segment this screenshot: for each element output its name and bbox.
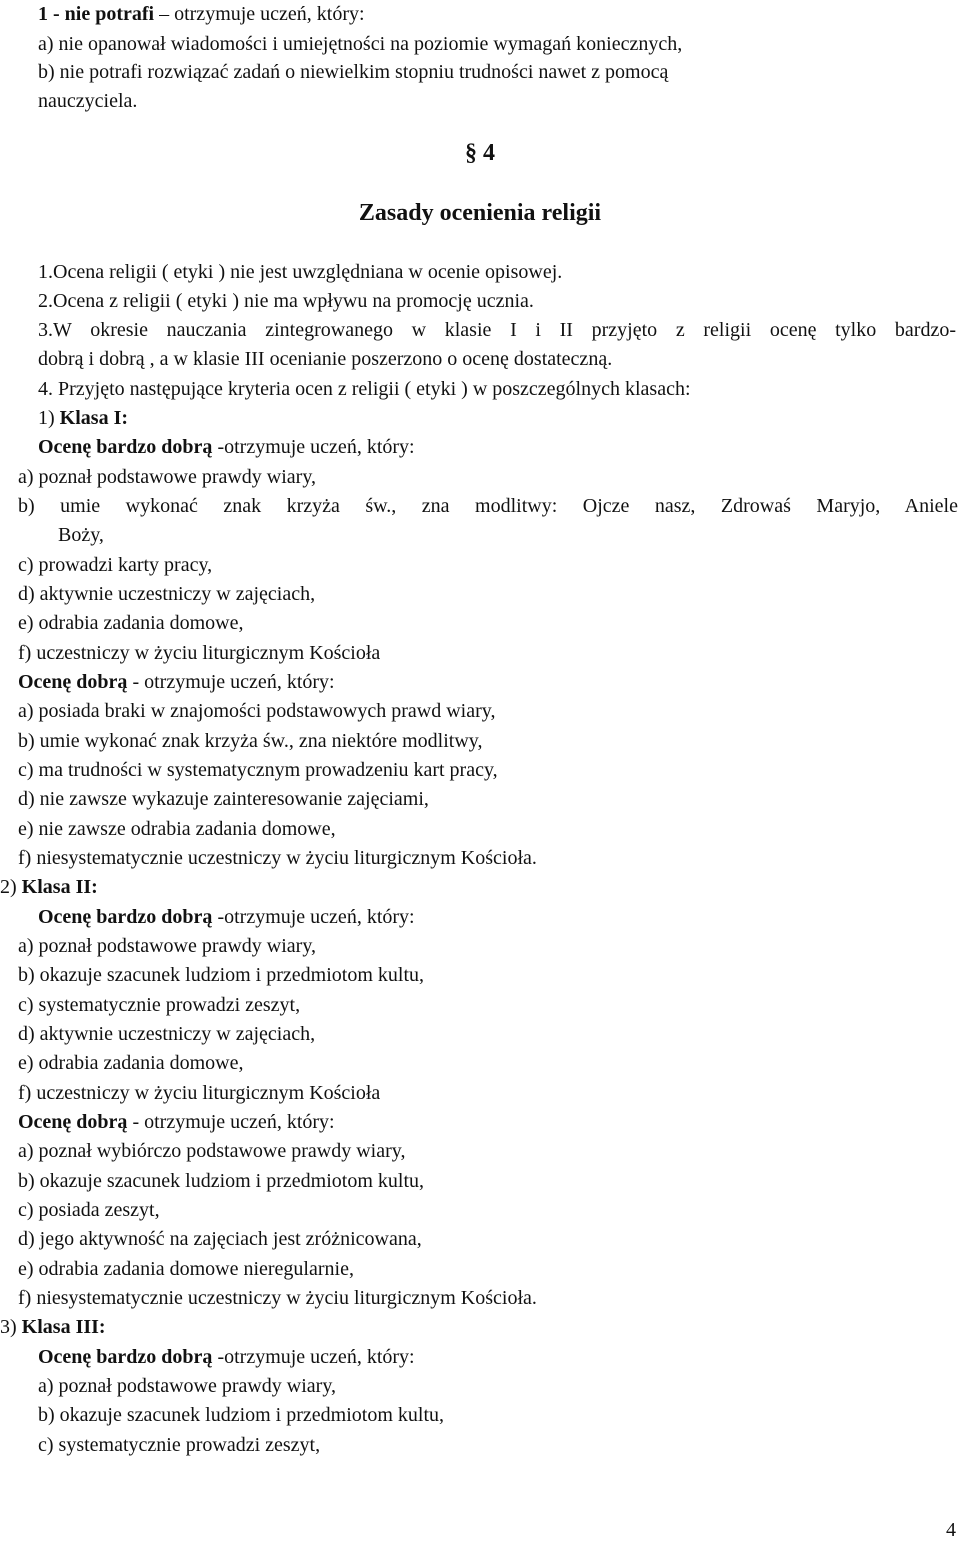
class-1-heading: 1) Klasa I:	[38, 407, 129, 429]
grade-label: Ocenę dobrą	[18, 1111, 128, 1133]
grade-label: 1 - nie potrafi	[38, 3, 155, 25]
list-item: e) odrabia zadania domowe nieregularnie,	[18, 1258, 354, 1280]
list-item: a) poznał podstawowe prawdy wiary,	[18, 935, 317, 957]
class-1-very-good-heading: Ocenę bardzo dobrą -otrzymuje uczeń, który:	[38, 436, 415, 458]
grade-label: Ocenę bardzo dobrą	[38, 436, 213, 458]
class-2-good-heading: Ocenę dobrą - otrzymuje uczeń, który:	[18, 1111, 335, 1133]
list-item: d) aktywnie uczestniczy w zajęciach,	[18, 1023, 316, 1045]
list-item: f) niesystematycznie uczestniczy w życiu liturgicznym Kościoła.	[18, 847, 537, 869]
class-3-very-good-heading: Ocenę bardzo dobrą -otrzymuje uczeń, który:	[38, 1346, 415, 1368]
list-item: b) nie potrafi rozwiązać zadań o niewielkim stopniu trudności nawet z pomocą	[38, 61, 669, 83]
rule-3-line-1: 3.W okresie nauczania zintegrowanego w klasie I i II przyjęto z religii ocenę tylko bardzo-	[38, 319, 956, 341]
class-2-heading: 2) Klasa II:	[0, 876, 98, 898]
list-item: e) odrabia zadania domowe,	[18, 612, 244, 634]
class-3-heading: 3) Klasa III:	[0, 1316, 106, 1338]
class-3-label: Klasa III:	[21, 1316, 106, 1338]
list-item: c) ma trudności w systematycznym prowadzeniu kart pracy,	[18, 759, 498, 781]
list-item: c) prowadzi karty pracy,	[18, 554, 213, 576]
rule-2: 2.Ocena z religii ( etyki ) nie ma wpływu na promocję ucznia.	[38, 290, 534, 312]
list-item: d) aktywnie uczestniczy w zajęciach,	[18, 583, 316, 605]
list-item: c) systematycznie prowadzi zeszyt,	[18, 994, 301, 1016]
list-item: e) odrabia zadania domowe,	[18, 1052, 244, 1074]
list-item: d) nie zawsze wykazuje zainteresowanie zajęciami,	[18, 788, 429, 810]
list-item: b) umie wykonać znak krzyża św., zna niektóre modlitwy,	[18, 730, 483, 752]
list-item: b) okazuje szacunek ludziom i przedmiotom kultu,	[18, 1170, 424, 1192]
rule-3-line-2: dobrą i dobrą , a w klasie III ocenianie poszerzono o ocenę dostateczną.	[38, 348, 613, 370]
list-item: a) nie opanował wiadomości i umiejętności na poziomie wymagań koniecznych,	[38, 33, 683, 55]
grade-label: Ocenę bardzo dobrą	[38, 1346, 213, 1368]
list-item: a) poznał podstawowe prawdy wiary,	[38, 1375, 337, 1397]
list-item: f) uczestniczy w życiu liturgicznym Kościoła	[18, 1082, 381, 1104]
grade-heading	[38, 0, 365, 29]
list-item: a) posiada braki w znajomości podstawowych prawd wiary,	[18, 700, 496, 722]
list-item: a) poznał wybiórczo podstawowe prawdy wiary,	[18, 1140, 406, 1162]
list-item: b) okazuje szacunek ludziom i przedmiotom kultu,	[18, 964, 424, 986]
class-1-good-heading: Ocenę dobrą - otrzymuje uczeń, który:	[18, 671, 335, 693]
grade-rest: – otrzymuje uczeń, który:	[154, 3, 365, 25]
list-item: c) systematycznie prowadzi zeszyt,	[38, 1434, 321, 1456]
section-title: Zasady ocenienia religii	[358, 200, 602, 226]
list-item: d) jego aktywność na zajęciach jest zróżnicowana,	[18, 1228, 422, 1250]
list-item: b) okazuje szacunek ludziom i przedmiotom kultu,	[38, 1404, 444, 1426]
section-number: § 4	[465, 140, 495, 166]
rule-1: 1.Ocena religii ( etyki ) nie jest uwzględniana w ocenie opisowej.	[38, 261, 563, 283]
list-item: Boży,	[58, 524, 104, 546]
list-item: b) umie wykonać znak krzyża św., zna modlitwy: Ojcze nasz, Zdrowaś Maryjo, Aniele	[18, 495, 958, 517]
grade-label: Ocenę bardzo dobrą	[38, 906, 213, 928]
list-item: nauczyciela.	[38, 90, 138, 112]
list-item: e) nie zawsze odrabia zadania domowe,	[18, 818, 336, 840]
list-item: f) niesystematycznie uczestniczy w życiu liturgicznym Kościoła.	[18, 1287, 537, 1309]
class-2-very-good-heading: Ocenę bardzo dobrą -otrzymuje uczeń, który:	[38, 906, 415, 928]
list-item: a) poznał podstawowe prawdy wiary,	[18, 466, 317, 488]
grade-label: Ocenę dobrą	[18, 671, 128, 693]
list-item: c) posiada zeszyt,	[18, 1199, 160, 1221]
page-number: 4	[946, 1519, 956, 1541]
list-item: f) uczestniczy w życiu liturgicznym Kościoła	[18, 642, 381, 664]
class-2-label: Klasa II:	[21, 876, 98, 898]
rule-4: 4. Przyjęto następujące kryteria ocen z religii ( etyki ) w poszczególnych klasach:	[38, 378, 691, 400]
class-1-label: Klasa I:	[59, 407, 129, 429]
